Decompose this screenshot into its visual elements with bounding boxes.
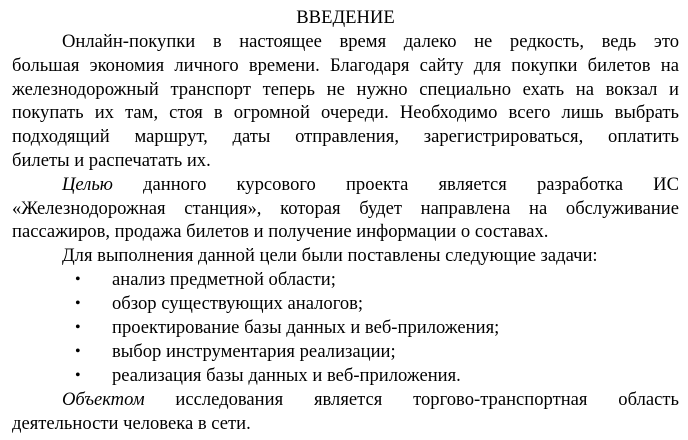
paragraph-line: большая экономия личного времени. Благодаря сайту для покупки билетов на (12, 54, 679, 76)
emphasis-goal: Целью (62, 173, 113, 195)
list-item-text: анализ предметной области; (112, 268, 336, 290)
paragraph-line: железнодорожный транспорт теперь не нужно специально ехать на вокзал и (12, 78, 679, 100)
list-item-text: выбор инструментария реализации; (112, 340, 396, 362)
bullet-icon: • (75, 318, 81, 336)
paragraph-line: билеты и распечатать их. (12, 149, 211, 171)
paragraph-line (12, 173, 679, 197)
list-item (12, 340, 679, 364)
paragraph-tasks-intro (12, 244, 679, 268)
list-item (12, 316, 679, 340)
list-item (12, 268, 679, 292)
paragraph-goal (12, 173, 679, 244)
bullet-icon: • (75, 294, 81, 312)
list-item (12, 364, 679, 388)
bullet-icon: • (75, 342, 81, 360)
paragraph-line: пассажиров, продажа билетов и получение информации о составах. (12, 221, 549, 243)
paragraph-line: деятельности человека в сети. (12, 412, 251, 434)
paragraph-line: Онлайн-покупки в настоящее время далеко не редкость, ведь это (62, 31, 679, 52)
paragraph-line: Для выполнения данной цели были поставлены следующие задачи: (62, 245, 598, 267)
paragraph-object (12, 388, 679, 436)
paragraph-text: исследования является торгово-транспортная область (144, 388, 679, 410)
list-item-text: обзор существующих аналогов; (112, 292, 364, 314)
bullet-icon: • (75, 270, 81, 288)
list-item-text: реализация базы данных и веб-приложения. (112, 364, 461, 386)
document-page (12, 6, 679, 436)
paragraph-line: «Железнодорожная станция», которая будет направлена на обслуживание (12, 197, 679, 219)
bullet-icon: • (75, 366, 81, 384)
tasks-list (12, 268, 679, 388)
list-item-text: проектирование базы данных и веб-приложения; (112, 316, 500, 338)
list-item (12, 292, 679, 316)
paragraph-intro (12, 30, 679, 173)
paragraph-line: покупать их там, стоя в огромной очереди. Необходимо всего лишь выбрать (12, 102, 679, 124)
document-title: ВВЕДЕНИЕ (296, 7, 395, 28)
emphasis-object: Объектом (62, 388, 145, 410)
paragraph-line (12, 388, 679, 412)
paragraph-line: подходящий маршрут, даты отправления, зарегистрироваться, оплатить (12, 126, 679, 148)
paragraph-text: данного курсового проекта является разработка ИС (112, 173, 679, 195)
